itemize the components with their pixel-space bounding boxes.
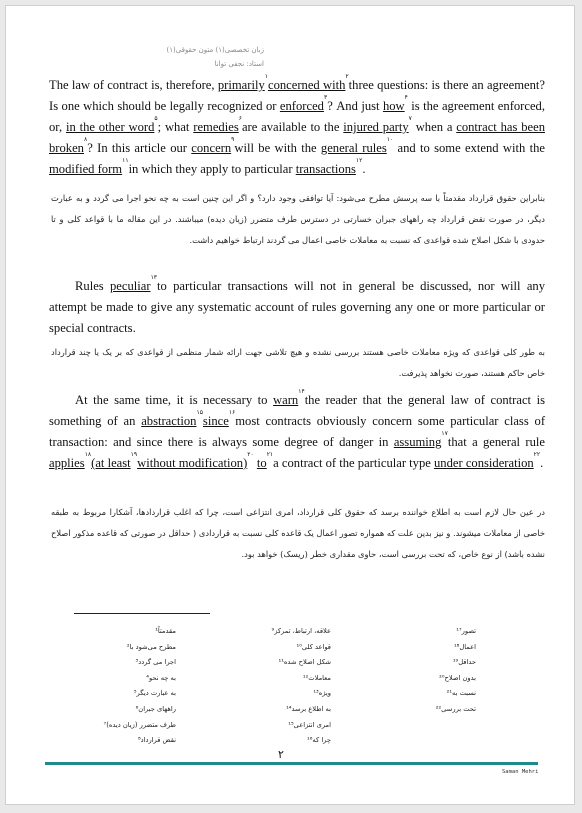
text-run: ? In this article our [87, 141, 192, 155]
text-run: ? And just [327, 99, 383, 113]
paragraph-2-persian: به طور کلی قواعدی که ویژه معاملات خاصی هستند بررسی نشده و هیچ تلاشی جهت ارائه شمار منظمی از قواعدی که بر یک یا چند قرارداد خاص حاکم هستند، صورت نخواهد پذیرفت. [51, 347, 545, 378]
footnotes-column-left [46, 624, 176, 749]
vocabulary-term: remedies [193, 120, 239, 134]
text-run: a contract of the particular type [273, 456, 434, 470]
footnote-entry: معاملات¹² [302, 673, 331, 682]
paragraph-1-english [49, 75, 545, 180]
vocabulary-term: abstraction [141, 414, 197, 428]
footnote-marker: ۱۳ [150, 275, 158, 281]
footnote-entry: علاقه، ارتباط، تمرکز⁹ [271, 627, 331, 635]
footnote-marker: ۲ [345, 74, 349, 80]
footnote-marker: ۱۹ [130, 452, 138, 458]
footnote-marker: ۱۸ [84, 452, 92, 458]
footnote-entry: به اطلاع برسد¹⁴ [286, 704, 331, 713]
vocabulary-term: peculiar [110, 279, 151, 293]
footnote-entry: قواعد کلی¹⁰ [296, 642, 331, 651]
vocabulary-term: injured party [343, 120, 409, 134]
footnote-marker: ۱۷ [441, 431, 448, 437]
text-run: will be with the [234, 141, 321, 155]
vocabulary-term: since [202, 414, 229, 428]
vocabulary-term: primarily [217, 78, 265, 92]
header-course-title: زبان تخصصی(۱) متون حقوقی(۱) [166, 46, 264, 54]
footnote-entry: به چه نحو⁴ [146, 673, 176, 682]
footnote-marker: ۱ [264, 74, 268, 80]
footnote-marker: ۱۴ [298, 389, 305, 395]
paragraph-1-persian: بنابراین حقوق قرارداد مقدمتاً با سه پرسش مطرح می‌شود: آیا توافقی وجود دارد؟ و اگر این چنین است به چه نحو اجرا می گردد و به عبارت دیگر، در صورت نقض قرارداد چه راههای جبران خسارتی در دسترس طرف متضرر (زیان دیده) میباشند. در این مقاله ما با قواعد کلی و تا حدودی با شکل اصلاح شده قواعدی که نسبت به معاملات خاصی اعمال می گردند ارتباط خواهیم داشت. [51, 193, 545, 245]
footnote-entry: مطرح می‌شود با² [126, 642, 176, 651]
text-run: to particular transactions will not in general be discussed, nor will any attempt be made to give any systematic account of rules governing any one or more particular or special contracts. [49, 279, 545, 335]
footnote-marker: ۱۶ [228, 410, 236, 416]
footer-author: Saman Mehri [502, 769, 539, 775]
footnote-entry: شکل اصلاح شده¹¹ [278, 658, 331, 667]
text-run: most contracts obviously concern some particular class of transaction: and since there is always some degree of danger in [49, 414, 546, 449]
vocabulary-term: general rules [320, 141, 387, 155]
paragraph-3-english [49, 390, 545, 474]
vocabulary-term: without modification) [137, 456, 248, 470]
footnotes-column-middle [176, 624, 331, 749]
footnote-marker: ۴ [404, 95, 408, 101]
footnote-entry: چرا که¹⁶ [307, 736, 331, 745]
vocabulary-term: enforced [279, 99, 324, 113]
footnote-entry: تصور¹⁷ [456, 627, 476, 635]
vocabulary-term: transactions [295, 162, 356, 176]
footnote-marker: ۱۱ [122, 158, 129, 164]
header-instructor: استاد: نجفی توانا [214, 60, 264, 68]
vocabulary-term: concerned with [267, 78, 346, 92]
text-run: Rules [75, 279, 110, 293]
vocabulary-term: in the other word [65, 120, 155, 134]
footnote-marker: ۱۲ [355, 158, 363, 164]
footnote-marker: ۳ [323, 95, 328, 101]
vocabulary-term: how [382, 99, 405, 113]
vocabulary-term: warn [273, 393, 299, 407]
text-run: that a general rule [447, 435, 545, 449]
footnote-marker: ۲۱ [266, 452, 274, 458]
document-page [5, 5, 575, 805]
text-run: when a [411, 120, 457, 134]
footnote-entry: تحت بررسی²² [435, 704, 476, 713]
text-run: three questions: is there an agreement? Is one which should be legally recognized or [49, 78, 545, 113]
footnote-entry: نقض قرارداد⁸ [137, 736, 176, 745]
text-run: is the agreement enforced, or, [49, 99, 545, 134]
footnote-marker: ۵ [154, 116, 158, 122]
footnote-marker: ۷ [408, 116, 412, 122]
footnote-entry: اجرا می گردد³ [135, 658, 176, 667]
vocabulary-term: applies [49, 456, 85, 470]
footnote-entry: بدون اصلاح²⁰ [439, 673, 476, 682]
footnote-entry: به عبارت دیگر⁵ [133, 689, 176, 698]
footnote-marker: ۸ [83, 137, 88, 143]
footnote-entry: حداقل¹⁹ [452, 658, 476, 667]
footnote-entry: اعمال¹⁸ [454, 642, 476, 651]
footnote-marker: ۶ [238, 116, 242, 122]
footnote-marker: ۲۰ [247, 452, 254, 458]
footnote-separator [74, 613, 210, 614]
text-run: ; what [157, 120, 194, 134]
paragraph-2-english [49, 276, 545, 339]
text-run: The law of contract is, therefore, [49, 78, 218, 92]
footnote-entry: راههای جبران⁶ [135, 704, 176, 713]
footnote-entry: امری انتزاعی¹⁵ [288, 720, 331, 729]
footnotes-column-right [356, 624, 476, 718]
vocabulary-term: (at least [91, 456, 131, 470]
footnote-entry: نسبت به²¹ [446, 689, 476, 698]
page-number: ۲ [278, 748, 284, 761]
text-run: the reader that the general law of contract is something of an [49, 393, 545, 428]
text-run: and to some extend with the [393, 141, 545, 155]
footnote-entry: ویژه¹³ [313, 689, 331, 698]
footnote-entry: طرف متضرر (زیان دیده)⁷ [103, 720, 176, 729]
vocabulary-term: to [256, 456, 267, 470]
footnote-entry: مقدمتاً¹ [155, 627, 176, 635]
footnote-marker: ۲۲ [533, 452, 541, 458]
text-run: . [362, 162, 366, 176]
text-run: in which they apply to particular [128, 162, 296, 176]
vocabulary-term: concern [191, 141, 232, 155]
footnote-marker: ۱۵ [196, 410, 203, 416]
footnote-marker: ۹ [231, 137, 235, 143]
vocabulary-term: contract has been broken [49, 120, 545, 155]
text-run: . [540, 456, 544, 470]
vocabulary-term: modified form [49, 162, 123, 176]
footer-accent-bar [45, 762, 538, 765]
text-run: are available to the [241, 120, 344, 134]
footnote-marker: ۱۰ [386, 137, 394, 143]
vocabulary-term: assuming [393, 435, 442, 449]
text-run: At the same time, it is necessary to [75, 393, 274, 407]
vocabulary-term: under consideration [434, 456, 534, 470]
paragraph-3-persian: در عین حال لازم است به اطلاع خواننده برسد که حقوق کلی قرارداد، امری انتزاعی است، چرا که اغلب قراردادها، آشکارا مربوط به طبقه خاصی از معاملات میشوند. و نیز بدین علت که همواره تصور اعمال یک قاعده کلی نسبت به قراردادی ( حداقل در صورتی که قاعده مذکور اصلاح نشده باشد) از نوع خاص، که تحت بررسی است، حاوی مقداری خطر (ریسک) خواهد بود. [51, 507, 545, 559]
